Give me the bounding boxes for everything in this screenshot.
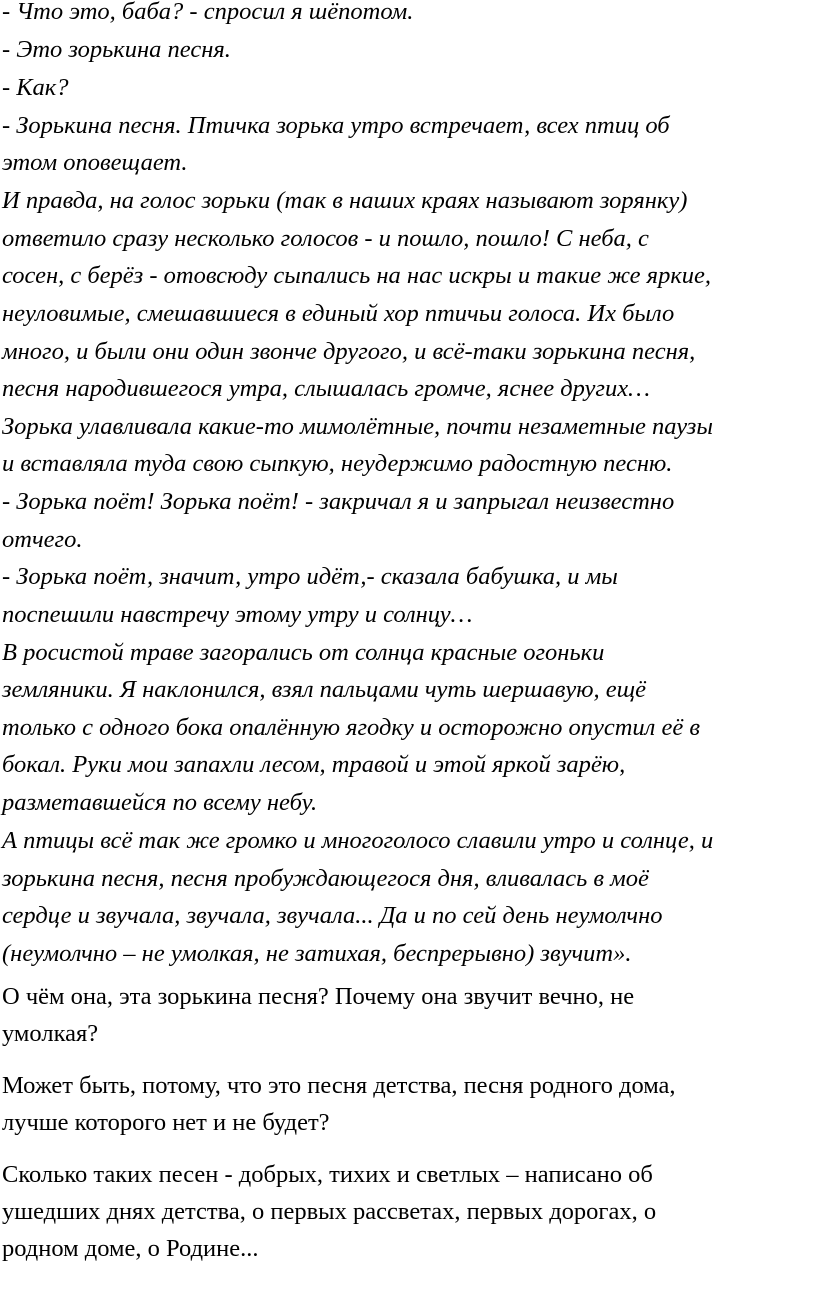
story-line: А птицы всё так же громко и многоголосо славили утро и солнце, и [2, 827, 714, 854]
story-line: - Это зорькина песня. [2, 36, 231, 63]
story-line: этом оповещает. [2, 149, 188, 176]
commentary-line: родном доме, о Родине... [2, 1235, 259, 1262]
commentary-line: лучше которого нет и не будет? [2, 1109, 330, 1136]
story-line: отчего. [2, 526, 83, 553]
story-line: поспешили навстречу этому утру и солнцу… [2, 601, 473, 628]
story-line: сосен, с берёз - отовсюду сыпались на нас искры и такие же яркие, [2, 262, 712, 289]
story-line: много, и были они один звонче другого, и всё-таки зорькина песня, [2, 338, 696, 365]
commentary-line: умолкая? [2, 1020, 99, 1047]
commentary-line: О чём она, эта зорькина песня? Почему она звучит вечно, не [2, 983, 635, 1010]
story-line: бокал. Руки мои запахли лесом, травой и этой яркой зарёю, [2, 751, 626, 778]
story-line: ответило сразу несколько голосов - и пошло, пошло! С неба, с [2, 225, 649, 252]
story-line: И правда, на голос зорьки (так в наших краях называют зорянку) [2, 187, 688, 214]
story-line: песня народившегося утра, слышалась громче, яснее других… [2, 375, 650, 402]
story-line: сердце и звучала, звучала, звучала... Да и по сей день неумолчно [2, 902, 663, 929]
story-line: неуловимые, смешавшиеся в единый хор птичьи голоса. Их было [2, 300, 675, 327]
story-line: - Что это, баба? - спросил я шёпотом. [2, 0, 414, 25]
commentary-line: ушедших днях детства, о первых рассветах, первых дорогах, о [2, 1198, 657, 1225]
story-line: - Зорька поёт, значит, утро идёт,- сказала бабушка, и мы [2, 563, 618, 590]
story-line: земляники. Я наклонился, взял пальцами чуть шершавую, ещё [2, 676, 646, 703]
story-line: только с одного бока опалённую ягодку и осторожно опустил её в [2, 714, 700, 741]
story-line: и вставляла туда свою сыпкую, неудержимо радостную песню. [2, 450, 673, 477]
story-line: (неумолчно – не умолкая, не затихая, беспрерывно) звучит». [2, 940, 632, 967]
commentary-line: Может быть, потому, что это песня детства, песня родного дома, [2, 1072, 676, 1099]
story-line: - Зорькина песня. Птичка зорька утро встречает, всех птиц об [2, 112, 670, 139]
story-line: зорькина песня, песня пробуждающегося дня, вливалась в моё [2, 865, 649, 892]
story-line: В росистой траве загорались от солнца красные огоньки [2, 639, 605, 666]
story-line: - Зорька поёт! Зорька поёт! - закричал я и запрыгал неизвестно [2, 488, 675, 515]
story-line: - Как? [2, 74, 69, 101]
story-line: Зорька улавливала какие-то мимолётные, почти незаметные паузы [2, 413, 713, 440]
story-line: разметавшейся по всему небу. [2, 789, 318, 816]
commentary-line: Сколько таких песен - добрых, тихих и светлых – написано об [2, 1161, 653, 1188]
